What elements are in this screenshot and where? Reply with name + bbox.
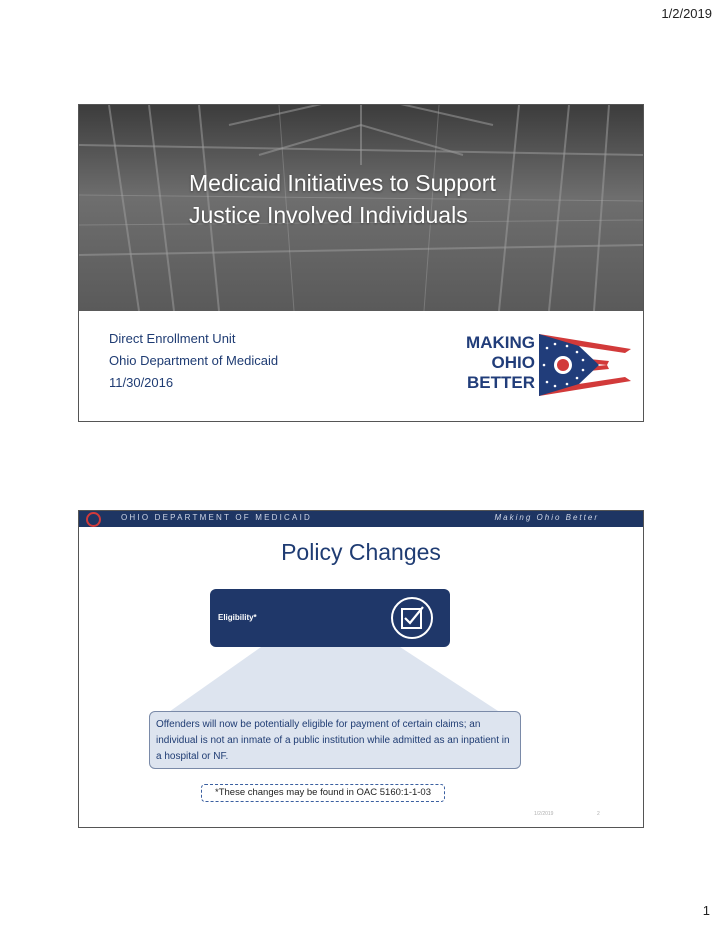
ohio-flag-icon <box>539 334 631 396</box>
making-ohio-better-logo <box>453 333 633 397</box>
presentation-date: 11/30/2016 <box>109 375 174 390</box>
department-name: Ohio Department of Medicaid <box>109 353 279 368</box>
unit-name: Direct Enrollment Unit <box>109 331 236 346</box>
oac-footnote: *These changes may be found in OAC 5160:1-1-03 <box>201 784 445 802</box>
slide-title: Policy Changes <box>281 539 441 565</box>
title-slide <box>78 104 644 422</box>
checkbox-check-icon <box>390 596 434 640</box>
logo-line-2: OHIO <box>491 353 535 372</box>
banner-department: OHIO DEPARTMENT OF MEDICAID <box>121 513 312 522</box>
slide-footer-date: 1/2/2019 <box>534 811 554 817</box>
slide-title-line-2: Justice Involved Individuals <box>189 202 468 228</box>
page-number: 1 <box>702 903 710 918</box>
eligibility-box <box>210 589 450 647</box>
policy-changes-slide <box>78 510 644 828</box>
eligibility-note: Offenders will now be potentially eligible for payment of certain claims; an individual is not an inmate of a public institution while admitted as an inpatient in a hospital or NF. <box>149 711 521 769</box>
atrium-photo <box>79 105 643 311</box>
slide-title <box>189 167 629 231</box>
logo-line-3: BETTER <box>467 373 535 392</box>
eligibility-label: Eligibility* <box>218 613 257 622</box>
banner-tagline: Making Ohio Better <box>494 513 599 522</box>
slide-title-line-1: Medicaid Initiatives to Support <box>189 170 496 196</box>
logo-line-1: MAKING <box>466 333 535 352</box>
logo-text <box>453 333 535 393</box>
callout-connector <box>79 511 643 827</box>
print-date: 1/2/2019 <box>661 6 712 21</box>
slide-footer-page: 2 <box>597 811 600 817</box>
